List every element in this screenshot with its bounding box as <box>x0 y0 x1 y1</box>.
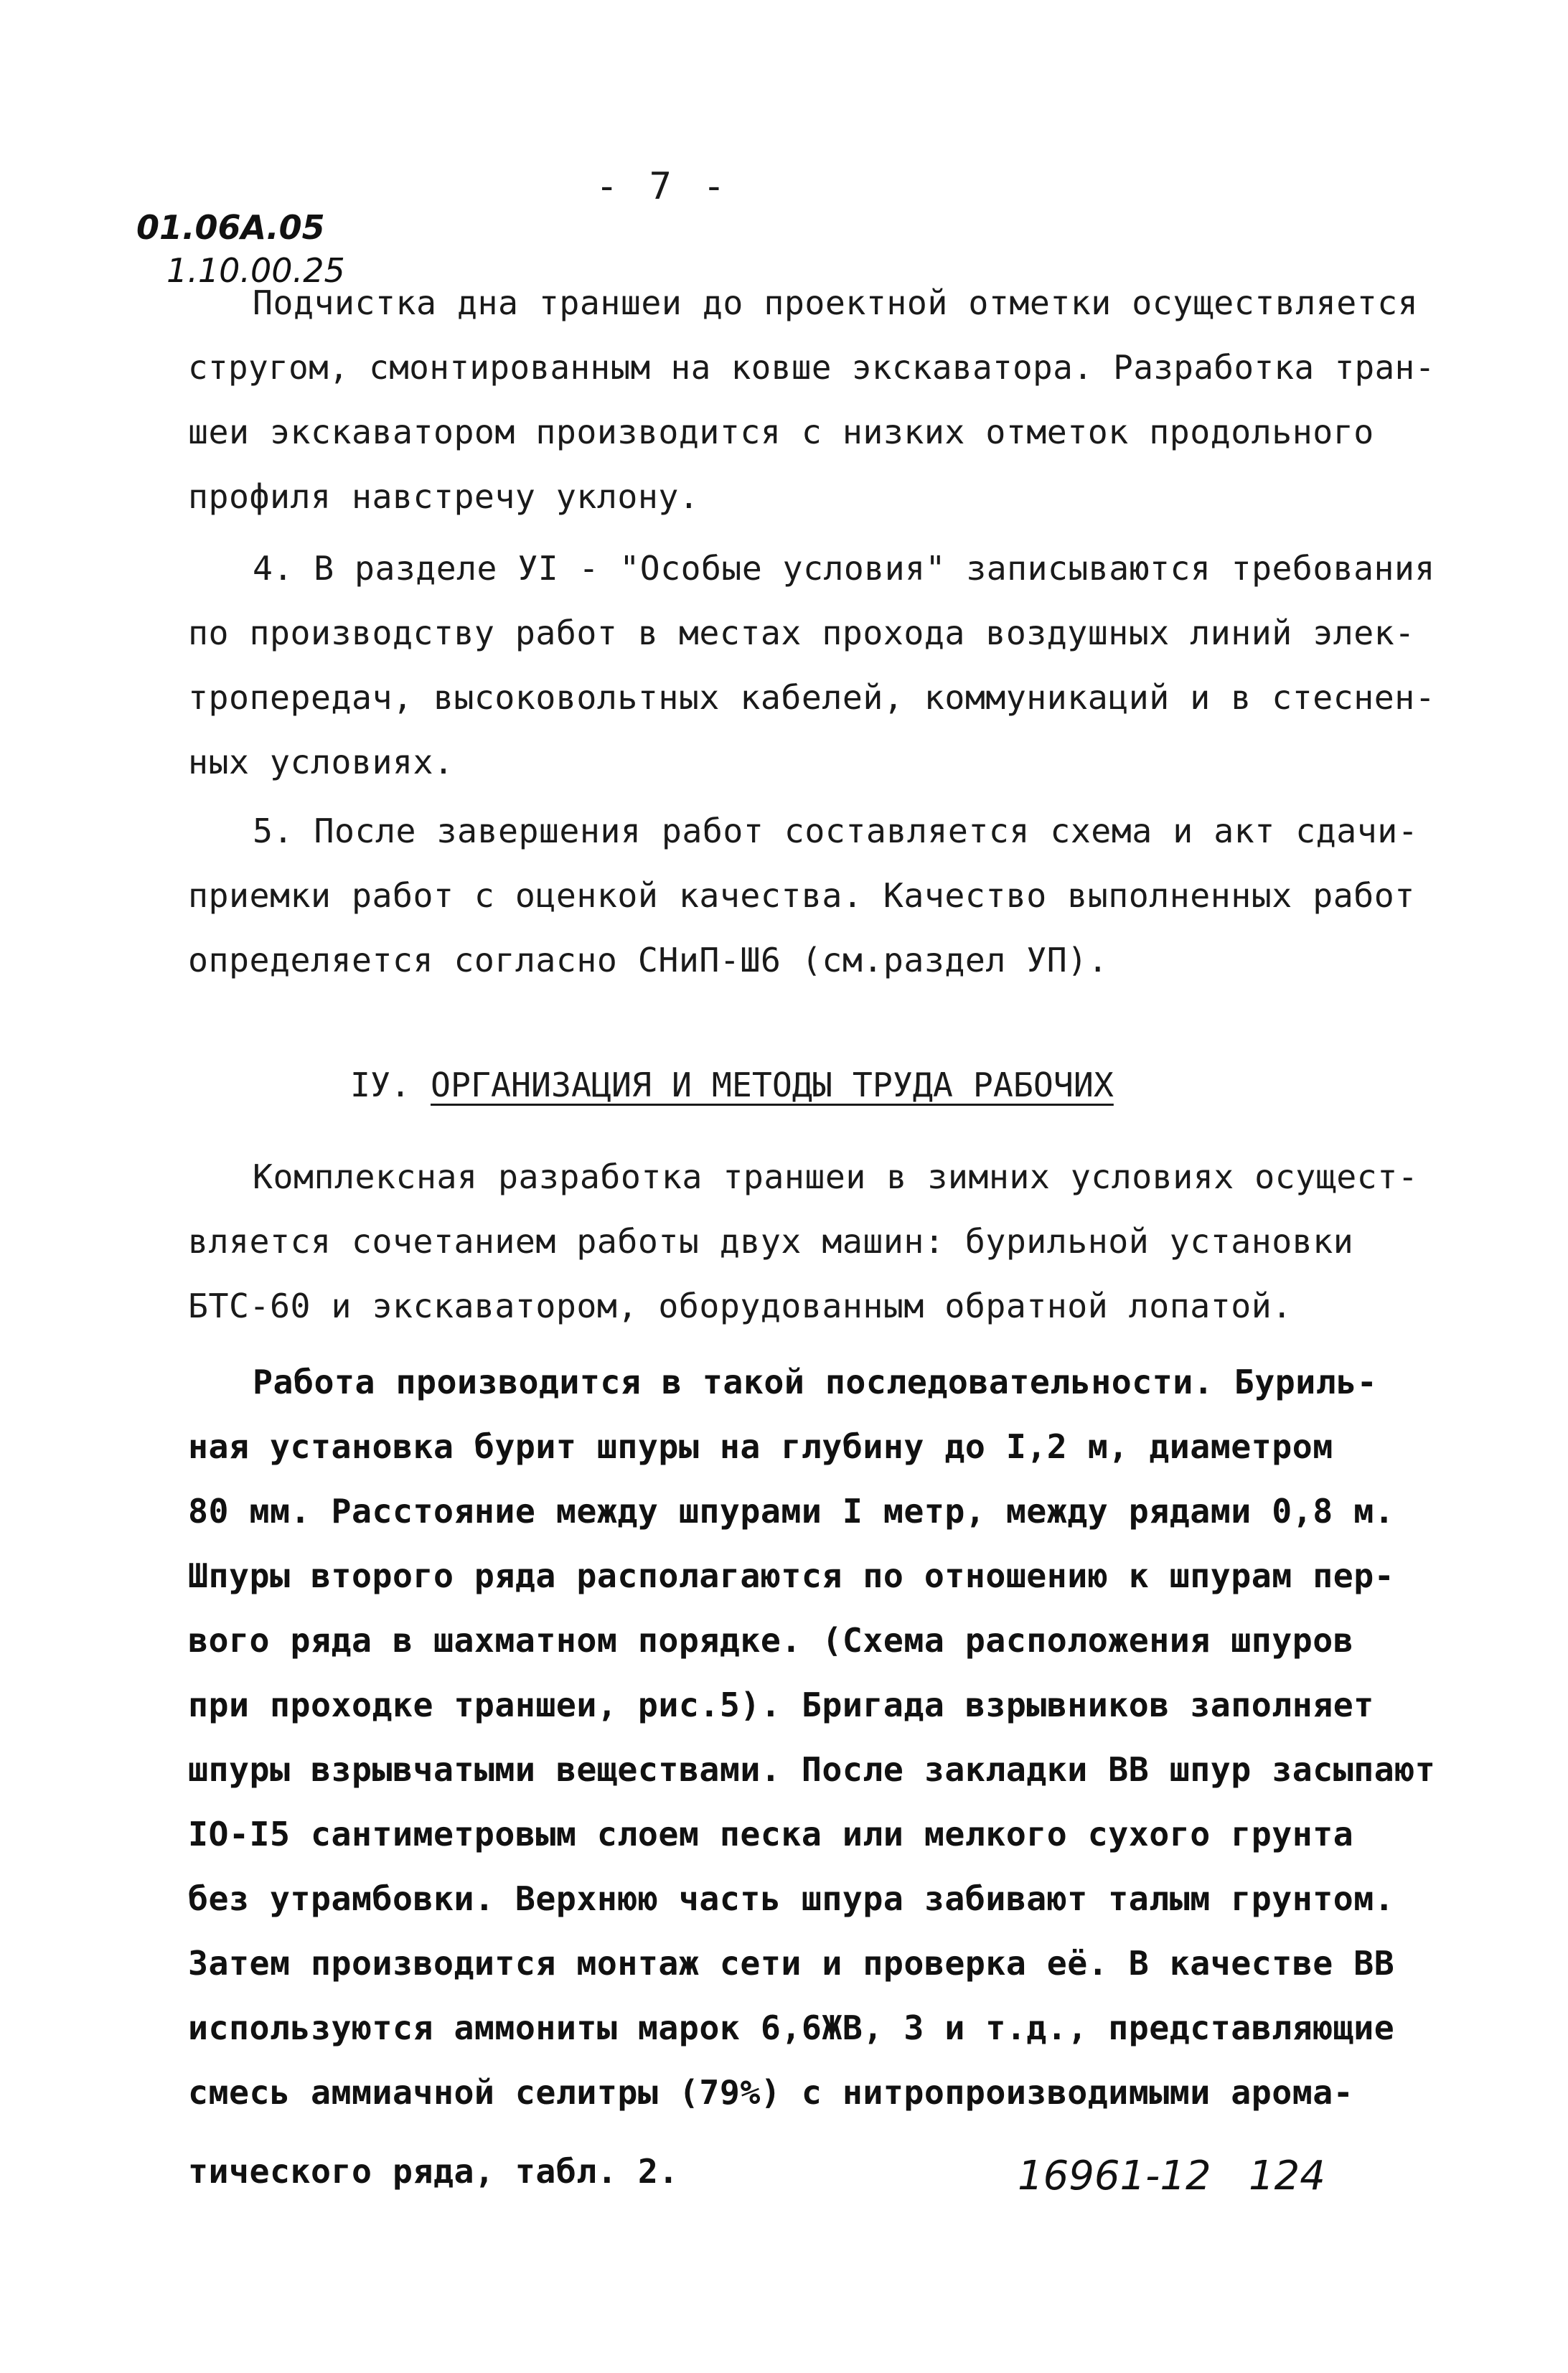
paragraph-1-line-1: Подчистка дна траншеи до проектной отметки осуществляется <box>253 283 1419 322</box>
page-number: - 7 - <box>596 165 730 208</box>
paragraph-5-line-2: приемки работ с оценкой качества. Качество выполненных работ <box>188 876 1415 915</box>
handwritten-doc-number: 16961-12 <box>1018 2153 1211 2199</box>
paragraph-6-line-1: Комплексная разработка траншеи в зимних условиях осущест- <box>253 1157 1419 1196</box>
section-title: ОРГАНИЗАЦИЯ И МЕТОДЫ ТРУДА РАБОЧИХ <box>431 1066 1114 1104</box>
section-heading <box>350 1066 1114 1104</box>
paragraph-7-line-1: Работа производится в такой последовательности. Буриль- <box>253 1363 1378 1401</box>
paragraph-7-line-10: Затем производится монтаж сети и проверка её. В качестве ВВ <box>188 1944 1395 1983</box>
paragraph-4-line-1: 4. В разделе УI - "Особые условия" записываются требования <box>253 549 1435 588</box>
paragraph-7-line-6: при проходке траншеи, рис.5). Бригада взрывников заполняет <box>188 1686 1374 1724</box>
paragraph-7-line-11: используются аммониты марок 6,6ЖВ, 3 и т.д., представляющие <box>188 2008 1395 2047</box>
paragraph-7-line-13: тического ряда, табл. 2. <box>188 2152 679 2191</box>
paragraph-6-line-3: БТС-60 и экскаватором, оборудованным обратной лопатой. <box>188 1287 1292 1325</box>
paragraph-7-line-2: ная установка бурит шпуры на глубину до I,2 м, диаметром <box>188 1427 1333 1466</box>
paragraph-7-line-4: Шпуры второго ряда располагаются по отношению к шпурам пер- <box>188 1556 1395 1595</box>
paragraph-4-line-3: тропередач, высоковольтных кабелей, коммуникаций и в стеснен- <box>188 678 1436 717</box>
paragraph-1-line-4: профиля навстречу уклону. <box>188 477 700 516</box>
handwritten-sheet-number: 124 <box>1249 2153 1325 2199</box>
paragraph-5-line-3: определяется согласно СНиП-Ш6 (см.раздел УП). <box>188 941 1109 979</box>
paragraph-7-line-9: без утрамбовки. Верхнюю часть шпура забивают талым грунтом. <box>188 1879 1395 1918</box>
paragraph-1-line-3: шеи экскаватором производится с низких отметок продольного <box>188 413 1374 451</box>
paragraph-6-line-2: вляется сочетанием работы двух машин: бурильной установки <box>188 1222 1354 1261</box>
section-number: IУ. <box>350 1066 410 1104</box>
handwritten-code-1: 01.06А.05 <box>136 208 325 247</box>
paragraph-4-line-2: по производству работ в местах прохода воздушных линий элек- <box>188 614 1415 652</box>
paragraph-7-line-7: шпуры взрывчатыми веществами. После закладки ВВ шпур засыпают <box>188 1750 1436 1789</box>
paragraph-5-line-1: 5. После завершения работ составляется схема и акт сдачи- <box>253 812 1419 850</box>
paragraph-7-line-12: смесь аммиачной селитры (79%) с нитропроизводимыми арома- <box>188 2073 1354 2112</box>
paragraph-7-line-8: IO-I5 сантиметровым слоем песка или мелкого сухого грунта <box>188 1815 1354 1853</box>
paragraph-7-line-5: вого ряда в шахматном порядке. (Схема расположения шпуров <box>188 1621 1354 1660</box>
handwritten-code-2: 1.10.00.25 <box>166 251 345 290</box>
paragraph-7-line-3: 80 мм. Расстояние между шпурами I метр, между рядами 0,8 м. <box>188 1492 1395 1531</box>
paragraph-4-line-4: ных условиях. <box>188 743 454 781</box>
paragraph-1-line-2: стругом, смонтированным на ковше экскаватора. Разработка тран- <box>188 348 1435 387</box>
